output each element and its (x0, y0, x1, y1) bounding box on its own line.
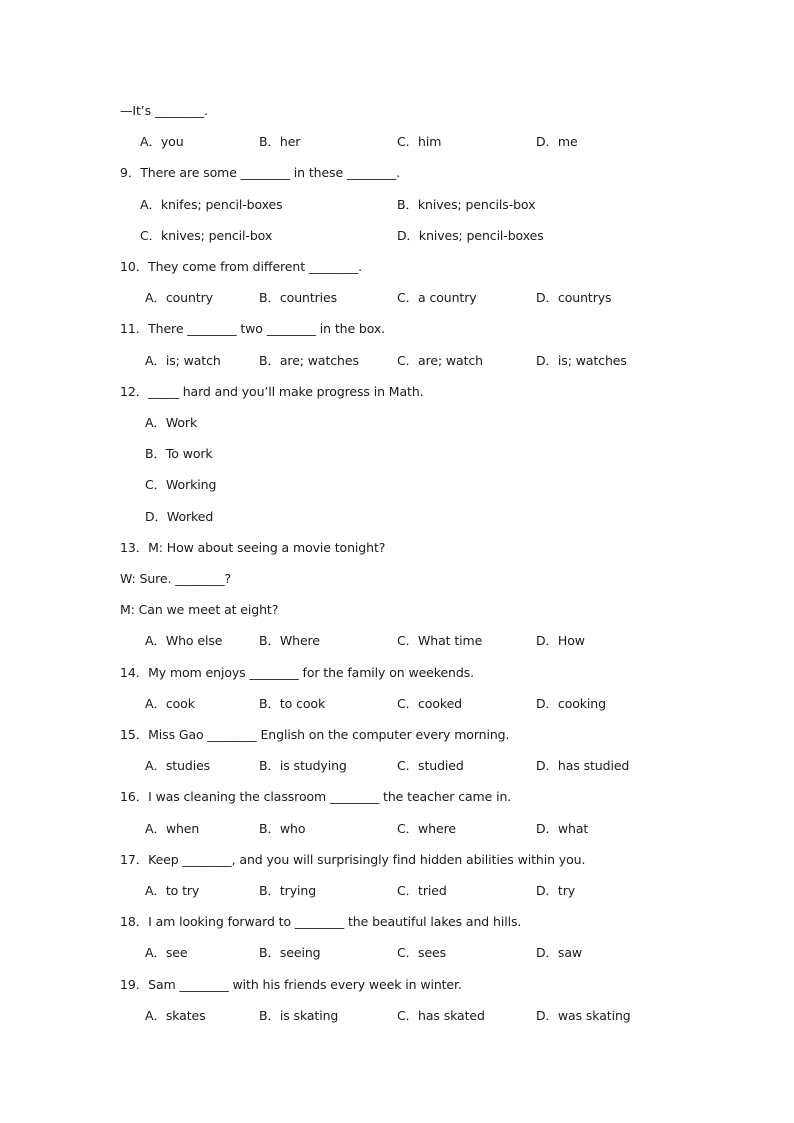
q18-question: 18．I am looking forward to ________ the beautiful lakes and hills. (120, 914, 522, 929)
q12-option-c: C．Working (145, 477, 217, 492)
q12-option-a: A．Work (145, 415, 198, 430)
q14-question: 14．My mom enjoys ________ for the family on weekends. (120, 665, 475, 680)
q16-option-b: B．who (259, 821, 306, 836)
q19-question: 19．Sam ________ with his friends every week in winter. (120, 977, 462, 992)
q12-question: 12．_____ hard and you’ll make progress in Math. (120, 384, 424, 399)
q11-option-c: C．are; watch (397, 353, 484, 368)
q14-option-d: D．cooking (536, 696, 606, 711)
q8-option-c: C．him (397, 134, 442, 149)
q17-question: 17．Keep ________, and you will surprisingly find hidden abilities within you. (120, 852, 586, 867)
q10-option-b: B．countries (259, 290, 338, 305)
q13-w-line: W: Sure. ________? (120, 571, 232, 586)
q9-option-c: C．knives; pencil-box (140, 228, 273, 243)
q10-option-d: D．countrys (536, 290, 612, 305)
q9-option-b: B．knives; pencils-box (397, 197, 536, 212)
q17-option-d: D．try (536, 883, 576, 898)
q14-option-c: C．cooked (397, 696, 463, 711)
q15-option-b: B．is studying (259, 758, 347, 773)
q14-option-a: A．cook (145, 696, 195, 711)
q19-option-c: C．has skated (397, 1008, 485, 1023)
q15-question: 15．Miss Gao ________ English on the computer every morning. (120, 727, 510, 742)
q10-option-a: A．country (145, 290, 213, 305)
q11-option-d: D．is; watches (536, 353, 627, 368)
q13-option-a: A．Who else (145, 633, 223, 648)
q19-option-b: B．is skating (259, 1008, 339, 1023)
q13-question: 13．M: How about seeing a movie tonight? (120, 540, 386, 555)
q8-option-d: D．me (536, 134, 578, 149)
q15-option-c: C．studied (397, 758, 464, 773)
q16-option-d: D．what (536, 821, 589, 836)
q18-option-b: B．seeing (259, 945, 321, 960)
q16-question: 16．I was cleaning the classroom ________ the teacher came in. (120, 789, 512, 804)
q13-m-line: M: Can we meet at eight? (120, 602, 279, 617)
q9-option-d: D．knives; pencil-boxes (397, 228, 544, 243)
q12-option-b: B．To work (145, 446, 213, 461)
q19-option-d: D．was skating (536, 1008, 631, 1023)
q13-option-c: C．What time (397, 633, 483, 648)
q17-option-a: A．to try (145, 883, 200, 898)
q11-option-b: B．are; watches (259, 353, 359, 368)
q18-option-d: D．saw (536, 945, 583, 960)
q8-answer-line: —It’s ________. (120, 103, 209, 118)
q17-option-c: C．tried (397, 883, 447, 898)
q8-option-a: A．you (140, 134, 184, 149)
q10-question: 10．They come from different ________. (120, 259, 362, 274)
q16-option-a: A．when (145, 821, 200, 836)
q9-question: 9．There are some ________ in these ________. (120, 165, 401, 180)
q17-option-b: B．trying (259, 883, 317, 898)
q9-option-a: A．knifes; pencil-boxes (140, 197, 283, 212)
q13-option-b: B．Where (259, 633, 320, 648)
q11-option-a: A．is; watch (145, 353, 221, 368)
q18-option-a: A．see (145, 945, 188, 960)
q19-option-a: A．skates (145, 1008, 206, 1023)
q18-option-c: C．sees (397, 945, 447, 960)
q10-option-c: C．a country (397, 290, 477, 305)
q11-question: 11．There ________ two ________ in the box. (120, 321, 386, 336)
q16-option-c: C．where (397, 821, 456, 836)
q14-option-b: B．to cook (259, 696, 326, 711)
q8-option-b: B．her (259, 134, 301, 149)
q12-option-d: D．Worked (145, 509, 214, 524)
q15-option-d: D．has studied (536, 758, 630, 773)
q13-option-d: D．How (536, 633, 585, 648)
q15-option-a: A．studies (145, 758, 211, 773)
